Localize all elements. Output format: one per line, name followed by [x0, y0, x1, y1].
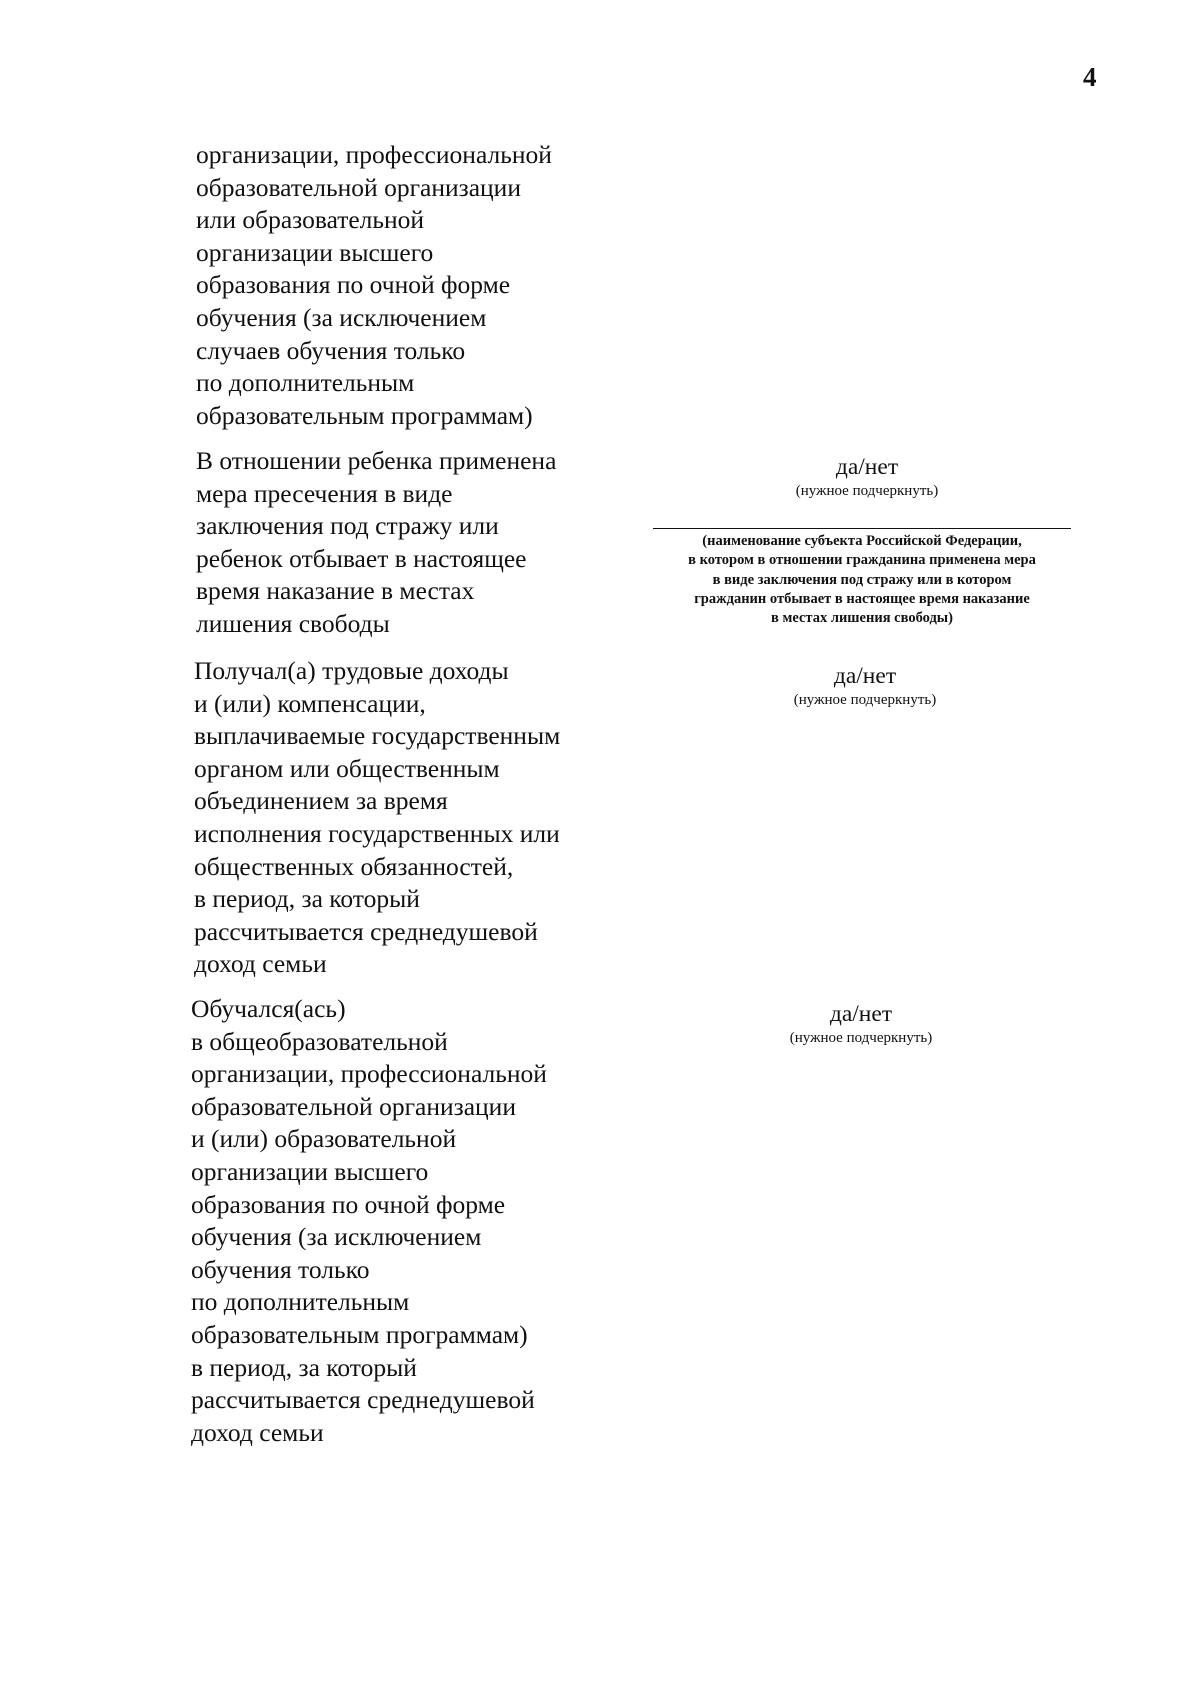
- text-line: или образовательной: [196, 205, 425, 235]
- text-line: в общеобразовательной: [191, 1026, 448, 1056]
- text-line: организации, профессиональной: [196, 140, 552, 169]
- text-line: рассчитывается среднедушевой: [191, 1385, 535, 1415]
- text-line: случаев обучения только: [196, 335, 466, 365]
- text-line: организации высшего: [191, 1156, 429, 1186]
- text-line: Обучался(ась): [191, 994, 346, 1023]
- text-line: и (или) образовательной: [191, 1124, 457, 1154]
- text-line: заключения под стражу или: [196, 511, 499, 541]
- caption-line: в котором в отношении гражданина применена мера: [688, 552, 1036, 569]
- underline-hint: (нужное подчеркнуть): [793, 692, 937, 708]
- text-line: органом или общественным: [194, 753, 500, 783]
- underline-hint: (нужное подчеркнуть): [789, 1030, 933, 1046]
- education-continuation-text: [196, 139, 636, 432]
- text-line: образовательным программам): [191, 1319, 528, 1349]
- fulltime-study-answer[interactable]: [651, 1000, 1071, 1048]
- text-line: обучения (за исключением: [191, 1222, 482, 1252]
- labour-income-answer[interactable]: [655, 662, 1075, 710]
- text-line: организации, профессиональной: [191, 1059, 547, 1089]
- text-line: исполнения государственных или: [194, 818, 560, 848]
- text-line: выплачиваемые государственным: [194, 721, 561, 751]
- yes-no-option[interactable]: да/нет: [833, 663, 897, 689]
- text-line: обучения (за исключением: [196, 302, 487, 332]
- text-line: по дополнительным: [196, 368, 415, 398]
- text-line: мера пресечения в виде: [196, 478, 453, 508]
- text-line: время наказание в местах: [196, 576, 475, 606]
- text-line: обучения только: [191, 1254, 370, 1284]
- text-line: по дополнительным: [191, 1287, 410, 1317]
- underline-hint: (нужное подчеркнуть): [795, 483, 939, 499]
- page-number: 4: [1083, 62, 1097, 92]
- text-line: Получал(а) трудовые доходы: [194, 656, 509, 685]
- text-line: организации высшего: [196, 237, 434, 267]
- text-line: общественных обязанностей,: [194, 851, 514, 881]
- text-line: рассчитывается среднедушевой: [194, 916, 538, 946]
- caption-line: в виде заключения под стражу или в котором: [712, 571, 1012, 588]
- labour-income-question-text: [194, 655, 634, 981]
- caption-line: гражданин отбывает в настоящее время наказание: [694, 590, 1030, 607]
- yes-no-option[interactable]: да/нет: [835, 454, 899, 480]
- text-line: доход семьи: [194, 949, 327, 979]
- text-line: доход семьи: [191, 1417, 324, 1447]
- custody-question-text: [196, 445, 636, 641]
- text-line: объединением за время: [194, 786, 448, 816]
- text-line: в период, за который: [191, 1352, 417, 1382]
- text-line: в период, за который: [194, 884, 420, 914]
- text-line: В отношении ребенка применена: [196, 446, 557, 475]
- text-line: и (или) компенсации,: [194, 688, 426, 718]
- subject-name-field-line[interactable]: [653, 528, 1071, 529]
- text-line: ребенок отбывает в настоящее: [196, 543, 527, 573]
- custody-answer[interactable]: [657, 453, 1077, 501]
- yes-no-option[interactable]: да/нет: [829, 1001, 893, 1027]
- subject-name-caption: [645, 532, 1079, 628]
- text-line: образовательным программам): [196, 400, 533, 430]
- text-line: лишения свободы: [196, 608, 390, 638]
- caption-line: в местах лишения свободы): [771, 610, 953, 627]
- text-line: образовательной организации: [196, 172, 521, 202]
- fulltime-study-question-text: [191, 993, 631, 1449]
- text-line: образовательной организации: [191, 1091, 516, 1121]
- caption-line: (наименование субъекта Российской Федерации,: [702, 533, 1022, 549]
- text-line: образования по очной форме: [196, 270, 511, 300]
- text-line: образования по очной форме: [191, 1189, 506, 1219]
